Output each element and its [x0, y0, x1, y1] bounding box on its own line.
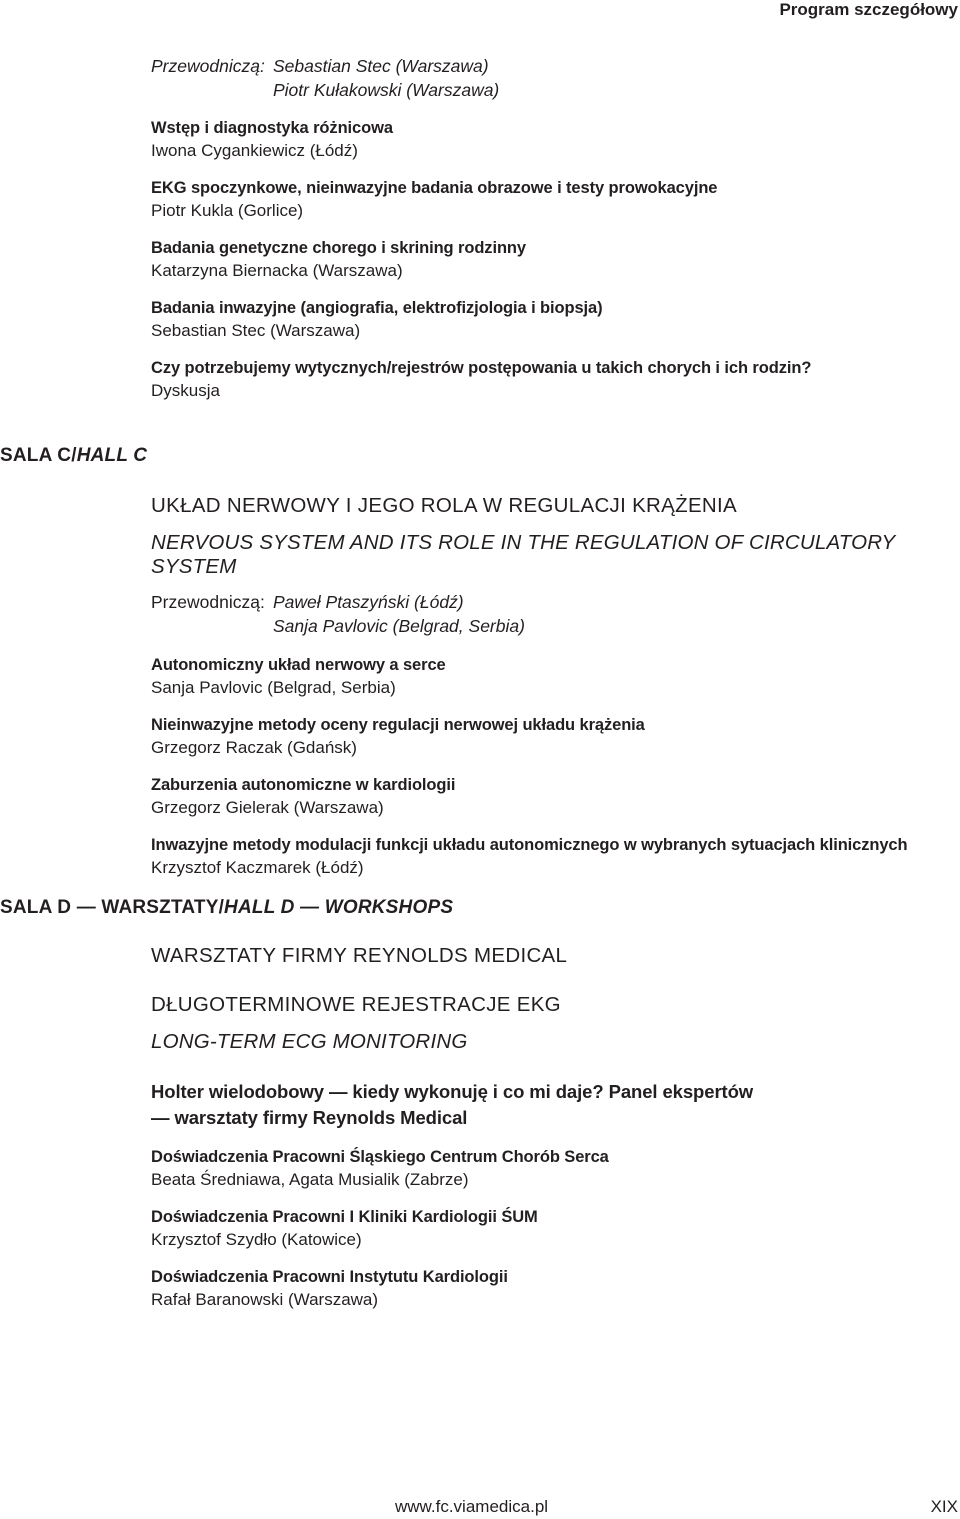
talk-item — [151, 1207, 951, 1253]
talk-speaker: Grzegorz Raczak (Gdańsk) — [151, 738, 357, 757]
talk-title: Inwazyjne metody modulacji funkcji układu autonomicznego w wybranych sytuacjach klinicznych — [151, 836, 908, 854]
session-block-hall-c — [151, 494, 951, 881]
talk-speaker: Sanja Pavlovic (Belgrad, Serbia) — [151, 678, 396, 697]
talk-item — [151, 178, 951, 224]
talk-speaker: Dyskusja — [151, 381, 220, 400]
talk-title: Czy potrzebujemy wytycznych/rejestrów postępowania u takich chorych i ich rodzin? — [151, 359, 812, 377]
talk-item — [151, 358, 951, 404]
talk-title: Doświadczenia Pracowni Śląskiego Centrum Chorób Serca — [151, 1148, 609, 1166]
hall-c-label-pl: SALA C/ — [0, 445, 77, 466]
chair-name: Sebastian Stec (Warszawa) — [273, 56, 489, 76]
talk-title: Badania inwazyjne (angiografia, elektrofizjologia i biopsja) — [151, 299, 603, 317]
session-title-pl: UKŁAD NERWOWY I JEGO ROLA W REGULACJI KRĄŻENIA — [151, 494, 738, 517]
talk-title: Autonomiczny układ nerwowy a serce — [151, 656, 446, 674]
hall-d-label-en: HALL D — WORKSHOPS — [224, 897, 454, 918]
hall-c-label-en: HALL C — [76, 445, 148, 466]
talk-item — [151, 118, 951, 164]
hall-c-label — [0, 445, 147, 467]
talk-item — [151, 775, 951, 821]
page-number: XIX — [930, 1497, 958, 1516]
talk-title: Badania genetyczne chorego i skrining rodzinny — [151, 239, 526, 257]
session-title-en: NERVOUS SYSTEM AND ITS ROLE IN THE REGULATION OF CIRCULATORY SYSTEM — [151, 531, 896, 578]
session-block-hall-d — [151, 944, 951, 1313]
page-header-title: Program szczegółowy — [779, 0, 958, 19]
chairs-label: Przewodniczą: — [151, 56, 265, 76]
talk-item — [151, 1267, 951, 1313]
talk-item — [151, 835, 951, 881]
talk-speaker: Krzysztof Szydło (Katowice) — [151, 1230, 362, 1249]
panel-title-block — [151, 1079, 951, 1131]
workshop-title: WARSZTATY FIRMY REYNOLDS MEDICAL — [151, 944, 568, 967]
chairs-label: Przewodniczą: — [151, 592, 265, 612]
talk-item — [151, 238, 951, 284]
talk-title: Zaburzenia autonomiczne w kardiologii — [151, 776, 456, 794]
panel-title-line: Holter wielodobowy — kiedy wykonuję i co mi daje? Panel ekspertów — [151, 1081, 754, 1102]
session-title-en: LONG-TERM ECG MONITORING — [151, 1030, 468, 1053]
talk-speaker: Piotr Kukla (Gorlice) — [151, 201, 304, 220]
hall-d-label-pl: SALA D — WARSZTATY/ — [0, 897, 225, 918]
chair-name: Sanja Pavlovic (Belgrad, Serbia) — [273, 616, 525, 636]
talk-item — [151, 1147, 951, 1193]
talk-title: Doświadczenia Pracowni Instytutu Kardiologii — [151, 1268, 508, 1286]
talk-title: Doświadczenia Pracowni I Kliniki Kardiologii ŚUM — [151, 1208, 538, 1226]
talk-title: Nieinwazyjne metody oceny regulacji nerwowej układu krążenia — [151, 716, 645, 734]
session-title-pl: DŁUGOTERMINOWE REJESTRACJE EKG — [151, 993, 561, 1016]
session-block-1 — [151, 54, 951, 404]
chairs-block — [151, 590, 951, 638]
talk-title: Wstęp i diagnostyka różnicowa — [151, 119, 393, 137]
talk-title: EKG spoczynkowe, nieinwazyjne badania obrazowe i testy prowokacyjne — [151, 179, 718, 197]
hall-d-label — [0, 897, 453, 919]
talk-speaker: Krzysztof Kaczmarek (Łódź) — [151, 858, 364, 877]
talk-speaker: Katarzyna Biernacka (Warszawa) — [151, 261, 403, 280]
talk-speaker: Sebastian Stec (Warszawa) — [151, 321, 361, 340]
chair-name: Piotr Kułakowski (Warszawa) — [273, 80, 500, 100]
chairs-block — [151, 54, 951, 102]
footer-url-link[interactable]: www.fc.viamedica.pl — [395, 1497, 549, 1516]
talk-item — [151, 715, 951, 761]
talk-item — [151, 655, 951, 701]
talk-speaker: Iwona Cygankiewicz (Łódź) — [151, 141, 358, 160]
talk-speaker: Beata Średniawa, Agata Musialik (Zabrze) — [151, 1170, 469, 1189]
talk-item — [151, 298, 951, 344]
chair-name: Paweł Ptaszyński (Łódź) — [273, 592, 464, 612]
talk-speaker: Rafał Baranowski (Warszawa) — [151, 1290, 379, 1309]
panel-title-line: — warsztaty firmy Reynolds Medical — [151, 1107, 468, 1128]
talk-speaker: Grzegorz Gielerak (Warszawa) — [151, 798, 384, 817]
